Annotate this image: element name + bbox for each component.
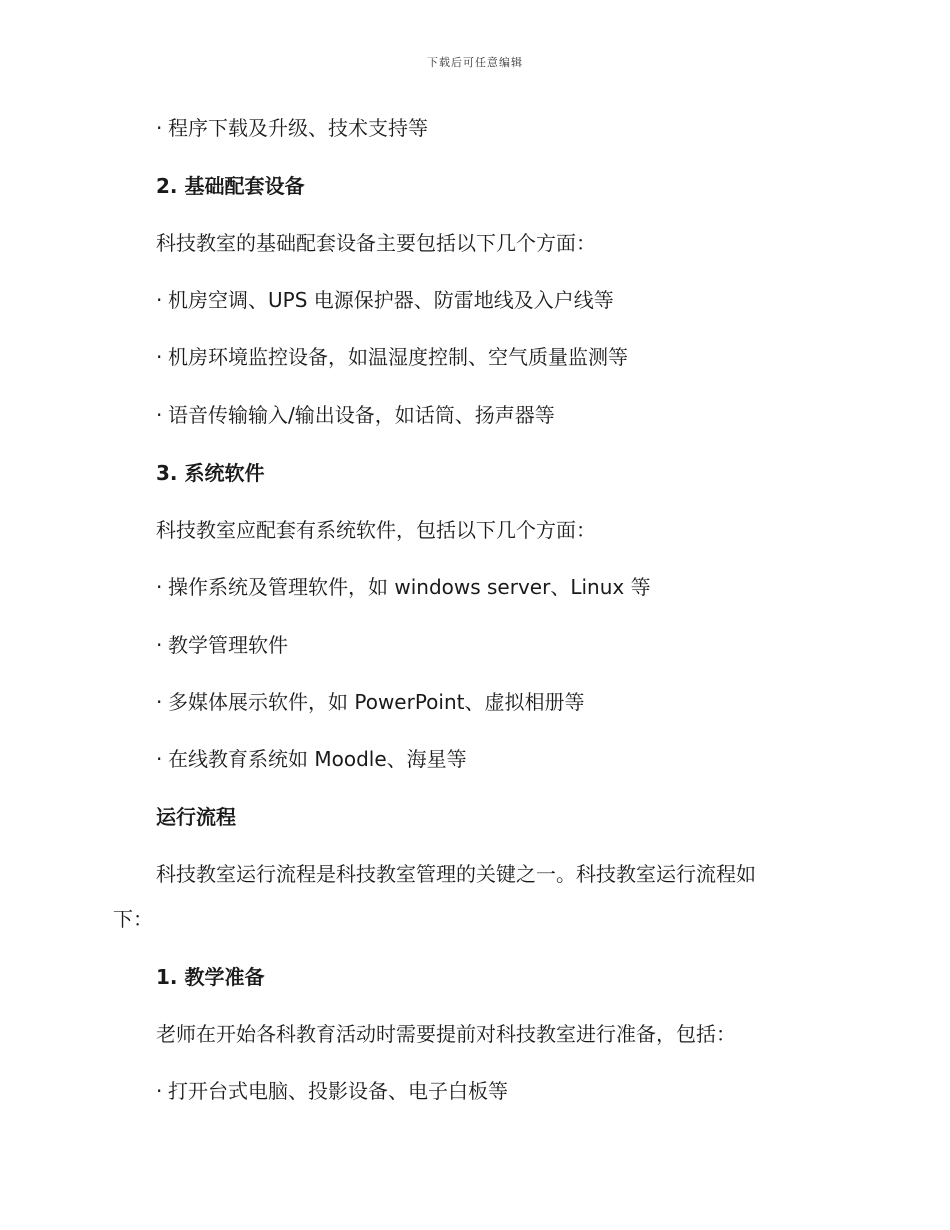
- section-heading: 1. 教学准备: [156, 965, 265, 989]
- bullet-dot: ·: [156, 690, 163, 714]
- bullet-item: [156, 688, 584, 716]
- bullet-item: [156, 343, 628, 371]
- bullet-item: [156, 1077, 508, 1105]
- paragraph: 科技教室的基础配套设备主要包括以下几个方面：: [156, 231, 596, 255]
- bullet-dot: ·: [156, 747, 163, 771]
- bullet-dot: ·: [156, 288, 163, 312]
- bullet-text: 语音传输输入/输出设备，如话筒、扬声器等: [168, 403, 555, 427]
- bullet-text: 多媒体展示软件，如 PowerPoint、虚拟相册等: [168, 690, 585, 714]
- bullet-text: 教学管理软件: [168, 633, 288, 657]
- section-heading: 2. 基础配套设备: [156, 174, 305, 198]
- bullet-dot: ·: [156, 403, 163, 427]
- bullet-item: [156, 286, 614, 314]
- bullet-text: 操作系统及管理软件，如 windows server、Linux 等: [168, 575, 651, 599]
- bullet-dot: ·: [156, 345, 163, 369]
- bullet-item: [156, 114, 428, 142]
- section-heading: 运行流程: [156, 805, 236, 829]
- bullet-item: [156, 745, 467, 773]
- paragraph: 老师在开始各科教育活动时需要提前对科技教室进行准备，包括：: [156, 1022, 736, 1046]
- bullet-text: 机房空调、UPS 电源保护器、防雷地线及入户线等: [168, 288, 614, 312]
- bullet-item: [156, 401, 555, 429]
- bullet-text: 在线教育系统如 Moodle、海星等: [168, 747, 467, 771]
- bullet-item: [156, 631, 288, 659]
- paragraph-line: 科技教室运行流程是科技教室管理的关键之一。科技教室运行流程如: [156, 862, 756, 886]
- section-heading: 3. 系统软件: [156, 461, 265, 485]
- paragraph-line: 下：: [113, 907, 153, 931]
- bullet-dot: ·: [156, 1079, 163, 1103]
- bullet-dot: ·: [156, 575, 163, 599]
- bullet-dot: ·: [156, 116, 163, 140]
- bullet-text: 打开台式电脑、投影设备、电子白板等: [168, 1079, 508, 1103]
- bullet-dot: ·: [156, 633, 163, 657]
- bullet-text: 机房环境监控设备，如温湿度控制、空气质量监测等: [168, 345, 628, 369]
- bullet-text: 程序下载及升级、技术支持等: [168, 116, 428, 140]
- paragraph: 科技教室应配套有系统软件，包括以下几个方面：: [156, 518, 596, 542]
- page-header: 下载后可任意编辑: [427, 56, 523, 69]
- bullet-item: [156, 573, 651, 601]
